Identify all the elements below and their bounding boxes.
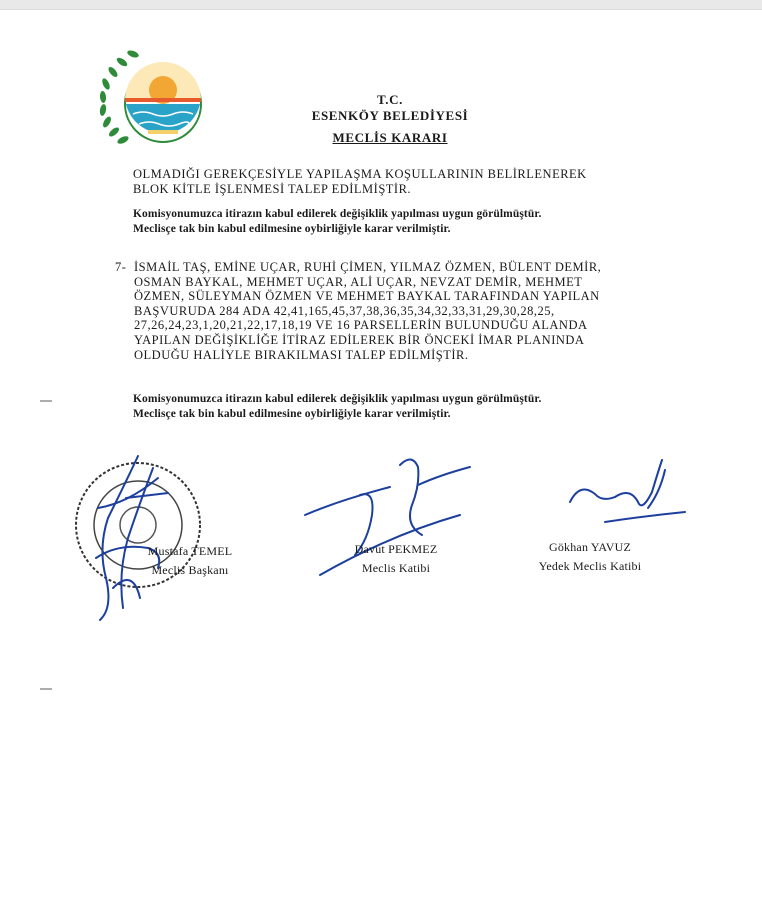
- signature-mark-1-icon: [78, 448, 188, 628]
- signatory-clerk: [326, 540, 466, 578]
- agenda-item-line: OSMAN BAYKAL, MEHMET UÇAR, ALİ UÇAR, NEVZAT DEMİR, MEHMET: [134, 274, 583, 289]
- country-label: T.C.: [377, 92, 403, 107]
- signatory-name: Davut PEKMEZ: [354, 542, 438, 556]
- viewer-top-bar: [0, 0, 762, 10]
- municipality-logo-icon: [93, 42, 211, 152]
- commission-note-line: Meclisçe tak bin kabul edilmesine oybirliğiyle karar verilmiştir.: [133, 407, 451, 420]
- commission-note-line: Komisyonumuzca itirazın kabul edilerek değişiklik yapılması uygun görülmüştür.: [133, 393, 542, 405]
- commission-note-line: Komisyonumuzca itirazın kabul edilerek değişiklik yapılması uygun görülmüştür.: [133, 208, 542, 220]
- signatory-name: Gökhan YAVUZ: [548, 540, 632, 554]
- signatory-title: Meclis Katibi: [361, 561, 431, 575]
- signatory-substitute-clerk: [520, 538, 660, 576]
- agenda-item-line: 27,26,24,23,1,20,21,22,17,18,19 VE 16 PARSELLERİN BULUNDUĞU ALANDA: [134, 318, 588, 333]
- paragraph-line: OLMADIĞI GEREKÇESİYLE YAPILAŞMA KOŞULLARININ BELİRLENEREK: [133, 167, 587, 181]
- scan-margin-mark: [40, 400, 52, 402]
- commission-note-line: Meclisçe tak bin kabul edilmesine oybirliğiyle karar verilmiştir.: [133, 222, 451, 235]
- signatory-title: Meclis Başkanı: [151, 563, 229, 577]
- commission-note: [133, 392, 703, 421]
- item-number: 7-: [115, 260, 127, 274]
- paragraph-request: [133, 167, 693, 196]
- signatory-name: Mustafa TEMEL: [147, 544, 233, 558]
- agenda-item-line: OLDUĞU HALİYLE BIRAKILMASI TALEP EDİLMİŞTİR.: [134, 347, 469, 362]
- paragraph-line: BLOK KİTLE İŞLENMESİ TALEP EDİLMİŞTİR.: [133, 181, 412, 196]
- document-header: [260, 92, 520, 146]
- agenda-item-7: [115, 260, 705, 362]
- agenda-item-line: ÖZMEN, SÜLEYMAN ÖZMEN VE MEHMET BAYKAL TARAFINDAN YAPILAN: [134, 289, 600, 304]
- agenda-item-line: YAPILAN DEĞİŞİKLİĞE İTİRAZ EDİLEREK BİR ÖNCEKİ İMAR PLANINDA: [134, 332, 585, 347]
- decision-title: MECLİS KARARI: [332, 130, 448, 145]
- signatory-title: Yedek Meclis Katibi: [538, 559, 642, 573]
- signature-mark-3-icon: [560, 452, 690, 532]
- signatory-chairman: [120, 542, 260, 580]
- agenda-item-line: 7- İSMAİL TAŞ, EMİNE UÇAR, RUHİ ÇİMEN, YILMAZ ÖZMEN, BÜLENT DEMİR,: [115, 260, 602, 274]
- agenda-item-line: BAŞVURUDA 284 ADA 42,41,165,45,37,38,36,35,34,32,33,31,29,30,28,25,: [134, 303, 555, 318]
- scan-margin-mark: [40, 688, 52, 690]
- commission-note: [133, 207, 703, 236]
- municipality-name: ESENKÖY BELEDİYESİ: [311, 108, 469, 123]
